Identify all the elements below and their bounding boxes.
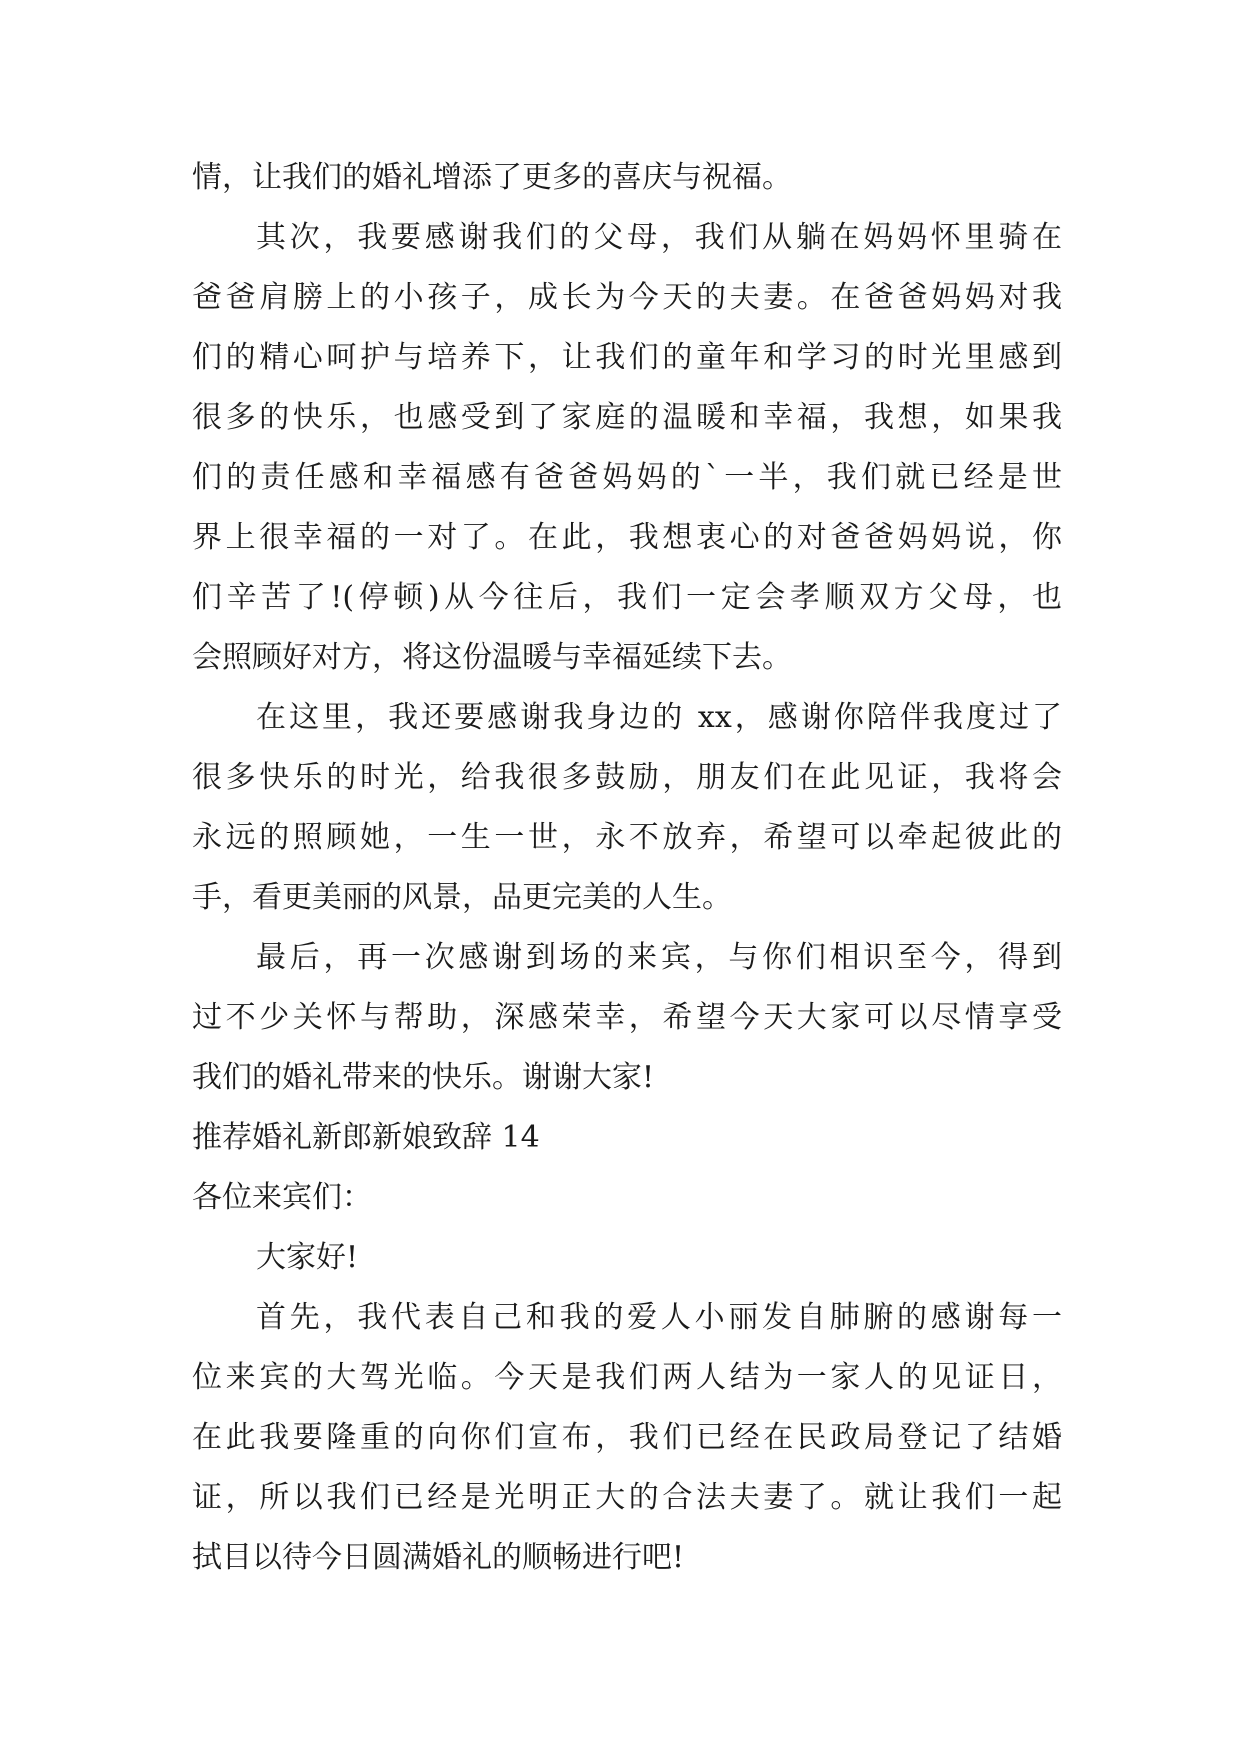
text-line: 在此我要隆重的向你们宣布，我们已经在民政局登记了结婚 [192, 1420, 1062, 1455]
paragraph-first-line: 最后，再一次感谢到场的来宾，与你们相识至今，得到 [256, 940, 1062, 975]
text-line: 很多快乐的时光，给我很多鼓励，朋友们在此见证，我将会 [192, 760, 1062, 795]
document-body [192, 148, 1062, 1588]
text-line: 们辛苦了!(停顿)从今往后，我们一定会孝顺双方父母，也 [192, 580, 1062, 615]
paragraph-first-line: 其次，我要感谢我们的父母，我们从躺在妈妈怀里骑在 [256, 220, 1062, 255]
text-line: 我们的婚礼带来的快乐。谢谢大家! [192, 1060, 655, 1095]
text-line: 手，看更美丽的风景，品更完美的人生。 [192, 880, 732, 915]
paragraph-first-line: 首先，我代表自己和我的爱人小丽发自肺腑的感谢每一 [256, 1300, 1062, 1335]
text-line: 界上很幸福的一对了。在此，我想衷心的对爸爸妈妈说，你 [192, 520, 1062, 555]
text-line: 过不少关怀与帮助，深感荣幸，希望今天大家可以尽情享受 [192, 1000, 1062, 1035]
text-line: 爸爸肩膀上的小孩子，成长为今天的夫妻。在爸爸妈妈对我 [192, 280, 1062, 315]
text-line: 很多的快乐，也感受到了家庭的温暖和幸福，我想，如果我 [192, 400, 1062, 435]
salutation: 各位来宾们： [192, 1180, 372, 1215]
text-line: 永远的照顾她，一生一世，永不放弃，希望可以牵起彼此的 [192, 820, 1062, 855]
paragraph-first-line: 在这里，我还要感谢我身边的 xx，感谢你陪伴我度过了 [256, 700, 1062, 735]
text-line: 证，所以我们已经是光明正大的合法夫妻了。就让我们一起 [192, 1480, 1062, 1515]
section-heading: 推荐婚礼新郎新娘致辞 14 [192, 1120, 540, 1155]
text-line: 位来宾的大驾光临。今天是我们两人结为一家人的见证日， [192, 1360, 1062, 1395]
text-line: 情，让我们的婚礼增添了更多的喜庆与祝福。 [192, 160, 792, 195]
text-line: 会照顾好对方，将这份温暖与幸福延续下去。 [192, 640, 792, 675]
text-line: 拭目以待今日圆满婚礼的顺畅进行吧! [192, 1540, 685, 1575]
text-line: 们的精心呵护与培养下，让我们的童年和学习的时光里感到 [192, 340, 1062, 375]
text-line: 们的责任感和幸福感有爸爸妈妈的`一半，我们就已经是世 [192, 460, 1062, 495]
greeting: 大家好! [256, 1240, 359, 1275]
